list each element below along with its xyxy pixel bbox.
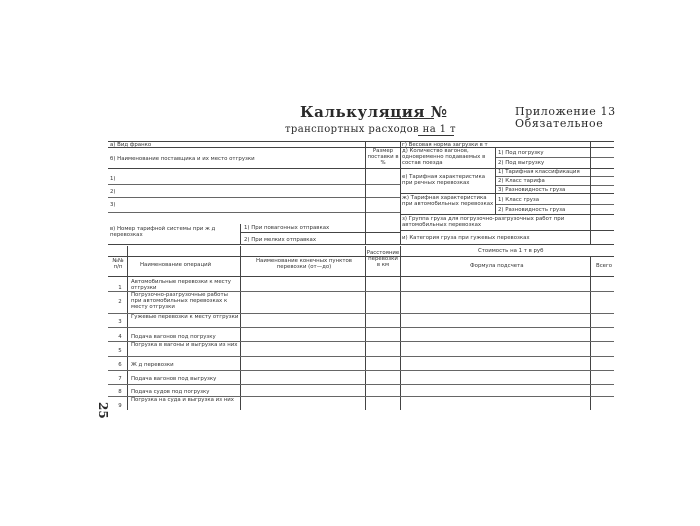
- field-zh2: 2) Разновидность груза: [498, 207, 566, 213]
- line-top: [108, 141, 614, 142]
- row-sep-3: [108, 327, 614, 328]
- row-4-num: 4: [118, 334, 122, 340]
- tv-dist: [400, 246, 401, 410]
- row-sep-7: [108, 384, 614, 385]
- row-6-operation: Ж д перевозки: [131, 362, 174, 368]
- row-3-num: 3: [118, 319, 122, 325]
- row-9-num: 9: [118, 403, 122, 409]
- th-distance: Расстояние перевозки в км: [366, 250, 400, 269]
- row-5-num: 5: [118, 348, 122, 354]
- line-e1: [495, 176, 614, 177]
- line-b: [108, 168, 400, 169]
- field-v2: 2) При мелких отправках: [244, 237, 317, 243]
- line-e2: [495, 185, 614, 186]
- field-i: и) Категория груза при гужевых перевозках: [402, 235, 530, 241]
- page-number: 25: [96, 402, 110, 419]
- field-size: Размер поставки в %: [367, 148, 399, 167]
- row-1-operation: Автомобильные перевозки к месту отгрузки: [131, 279, 231, 292]
- table-cost-line: [108, 256, 614, 257]
- row-1-num: 1: [118, 285, 122, 291]
- tv-num: [127, 246, 128, 410]
- v-size-left: [365, 141, 366, 244]
- tv-formula: [590, 256, 591, 410]
- line-d1: [495, 157, 614, 158]
- v-right-end: [590, 141, 591, 244]
- field-e1: 1) Тарифная классификация: [498, 169, 580, 175]
- field-a: а) Вид франко: [110, 142, 152, 148]
- th-points: Наименование конечных пунктов перевозки (от—до): [256, 258, 352, 271]
- line-1: [108, 184, 400, 185]
- row-7-operation: Подача вагонов под выгрузку: [131, 376, 217, 382]
- title-number-blank: [386, 118, 434, 119]
- v-right-sub: [495, 147, 496, 214]
- line-v1: [240, 232, 400, 233]
- field-1: 1): [110, 176, 116, 182]
- field-g: г) Весовая норма загрузки в т: [402, 142, 488, 148]
- row-6-num: 6: [118, 362, 122, 368]
- field-b: б) Наименование поставщика и их место отгрузки: [110, 156, 255, 162]
- row-3-operation: Гужевые перевозки к месту отгрузки: [131, 314, 239, 320]
- tv-op: [240, 246, 241, 410]
- appendix-label: [515, 106, 616, 130]
- th-formula: Формула подсчета: [470, 263, 524, 269]
- th-operation: Наименование операций: [140, 262, 212, 268]
- field-e: е) Тарифная характеристика при речных перевозках: [402, 174, 486, 187]
- v-split: [240, 224, 241, 244]
- row-sep-6: [108, 370, 614, 371]
- appendix-line-1: Приложение 13: [515, 105, 616, 118]
- field-2: 2): [110, 189, 116, 195]
- th-cost: Стоимость на 1 т в руб: [478, 248, 544, 254]
- form-subtitle: транспортных расходов на 1 т: [285, 124, 456, 135]
- row-7-num: 7: [118, 376, 122, 382]
- appendix-line-2: Обязательное: [515, 117, 604, 130]
- th-num: №№ п/п: [112, 258, 124, 271]
- row-8-num: 8: [118, 389, 122, 395]
- row-2-operation: Погрузочно-разгрузочные работы при автомобильных перевозках к месту отгрузки: [131, 292, 228, 311]
- field-3: 3): [110, 202, 116, 208]
- field-zh: ж) Тарифная характеристика при автомобильных перевозках: [402, 195, 494, 208]
- tv-points: [365, 246, 366, 410]
- table-header-bottom: [108, 276, 614, 277]
- form-title: Калькуляция №: [300, 103, 448, 121]
- field-zh1: 1) Класс груза: [498, 197, 540, 203]
- line-a: [108, 147, 400, 148]
- field-e3: 3) Разновидность груза: [498, 187, 566, 193]
- row-sep-5: [108, 356, 614, 357]
- field-v: в) Номер тарифной системы при ж д перевозках: [110, 226, 216, 239]
- field-d2: 2) Под выгрузку: [498, 160, 545, 166]
- field-d: д) Количество вагонов, одновременно подаваемых в состав поезда: [402, 148, 486, 167]
- field-z: з) Группа груза для погрузочно-разгрузочных работ при автомобильных перевозках: [402, 216, 565, 229]
- line-zh: [400, 214, 614, 215]
- line-2: [108, 197, 400, 198]
- row-8-operation: Подача судов под погрузку: [131, 389, 210, 395]
- row-5-operation: Погрузка в вагоны и выгрузка из них: [131, 342, 238, 348]
- line-upper-bottom: [108, 244, 614, 245]
- line-3: [108, 212, 400, 213]
- row-9-operation: Погрузка на суда и выгрузка из них: [131, 397, 234, 403]
- field-d1: 1) Под погрузку: [498, 150, 544, 156]
- field-v1: 1) При повагонных отправках: [244, 225, 330, 231]
- row-2-num: 2: [118, 299, 122, 305]
- line-z: [400, 230, 614, 231]
- subtitle-blank: [418, 135, 454, 136]
- line-zh1: [495, 204, 614, 205]
- row-4-operation: Подача вагонов под погрузку: [131, 334, 216, 340]
- field-e2: 2) Класс тарифа: [498, 178, 545, 184]
- th-total: Всего: [596, 263, 613, 269]
